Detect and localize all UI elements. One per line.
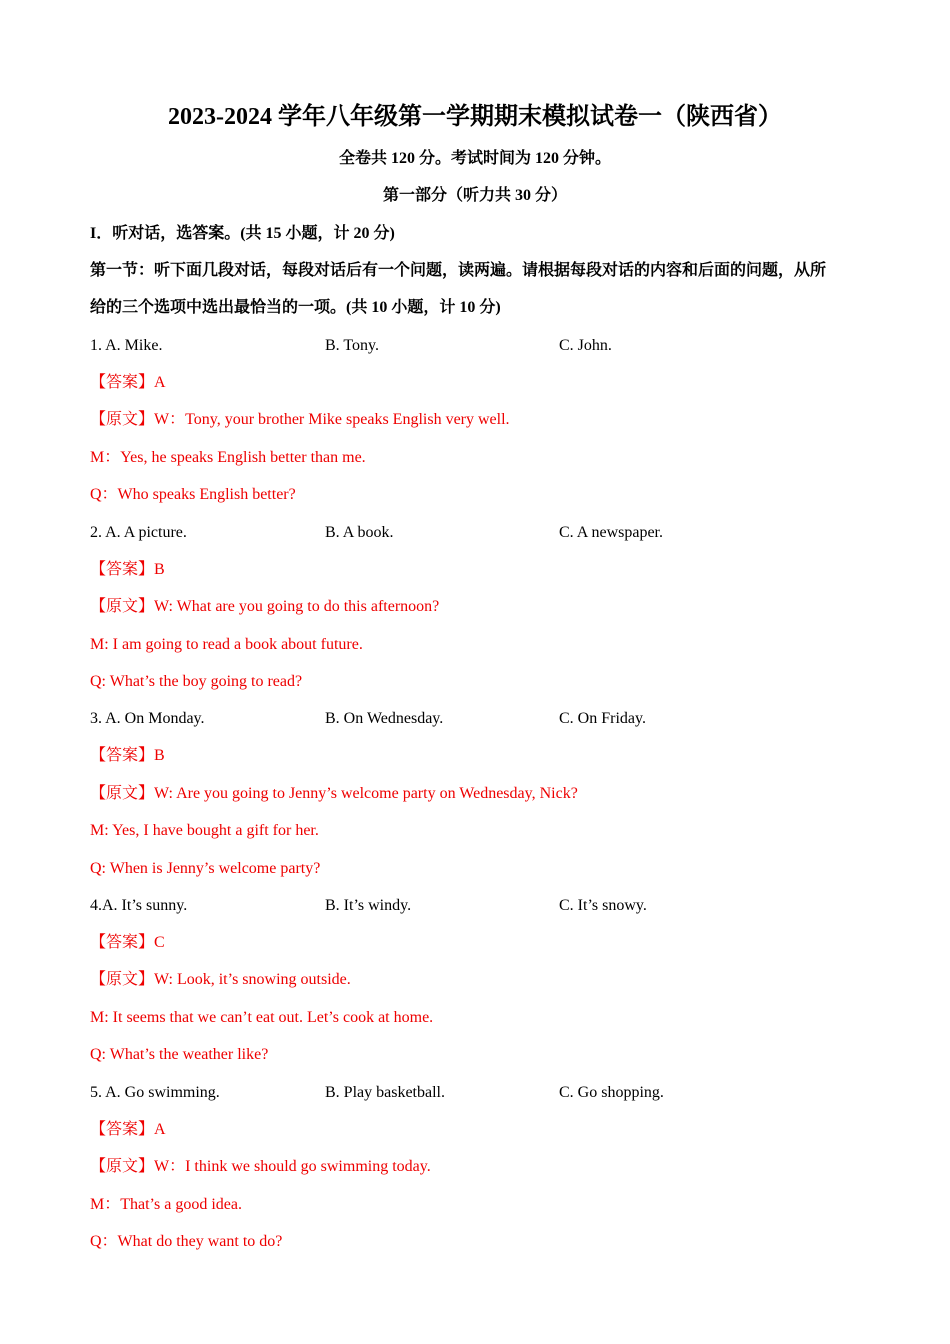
transcript-line: Q：What do they want to do? [90,1233,283,1250]
transcript-line: 【原文】W: Are you going to Jenny’s welcome party on Wednesday, Nick? [90,785,578,802]
option-b: B. Tony. [325,337,379,354]
section-instruction-line1: 第一节：听下面几段对话，每段对话后有一个问题，读两遍。请根据每段对话的内容和后面的问题，从所 [90,262,827,279]
transcript-line: 【原文】W: Look, it’s snowing outside. [90,971,351,988]
transcript-line: Q: What’s the boy going to read? [90,673,303,690]
option-a: 1. A. Mike. [90,337,163,354]
transcript-line: 【原文】W：I think we should go swimming today. [90,1158,431,1175]
option-a: 4.A. It’s sunny. [90,897,188,914]
section-heading: I．听对话，选答案。(共 15 小题，计 20 分) [90,225,395,242]
section-instruction-line2: 给的三个选项中选出最恰当的一项。(共 10 小题，计 10 分) [90,299,501,316]
answer-line: 【答案】C [90,934,165,951]
option-c: C. Go shopping. [559,1084,664,1101]
transcript-line: M: I am going to read a book about future. [90,636,363,653]
transcript-line: M：That’s a good idea. [90,1196,242,1213]
option-c: C. On Friday. [559,710,646,727]
transcript-line: M: Yes, I have bought a gift for her. [90,822,319,839]
answer-line: 【答案】B [90,561,165,578]
exam-subtitle: 全卷共 120 分。考试时间为 120 分钟。 [338,150,611,167]
option-c: C. It’s snowy. [559,897,647,914]
option-c: C. John. [559,337,612,354]
option-a: 3. A. On Monday. [90,710,205,727]
transcript-line: 【原文】W：Tony, your brother Mike speaks English very well. [90,411,510,428]
transcript-line: Q: What’s the weather like? [90,1046,269,1063]
option-a: 2. A. A picture. [90,524,187,541]
page-title: 2023-2024 学年八年级第一学期期末模拟试卷一（陕西省） [168,104,782,130]
transcript-line: Q: When is Jenny’s welcome party? [90,860,321,877]
answer-line: 【答案】B [90,747,165,764]
part-title: 第一部分（听力共 30 分） [382,187,567,204]
option-b: B. On Wednesday. [325,710,444,727]
option-b: B. It’s windy. [325,897,412,914]
option-c: C. A newspaper. [559,524,663,541]
transcript-line: 【原文】W: What are you going to do this afternoon? [90,598,440,615]
option-b: B. A book. [325,524,394,541]
transcript-line: M: It seems that we can’t eat out. Let’s cook at home. [90,1009,434,1026]
transcript-line: M：Yes, he speaks English better than me. [90,449,366,466]
answer-line: 【答案】A [90,374,166,391]
option-b: B. Play basketball. [325,1084,445,1101]
answer-line: 【答案】A [90,1121,166,1138]
transcript-line: Q：Who speaks English better? [90,486,296,503]
option-a: 5. A. Go swimming. [90,1084,220,1101]
